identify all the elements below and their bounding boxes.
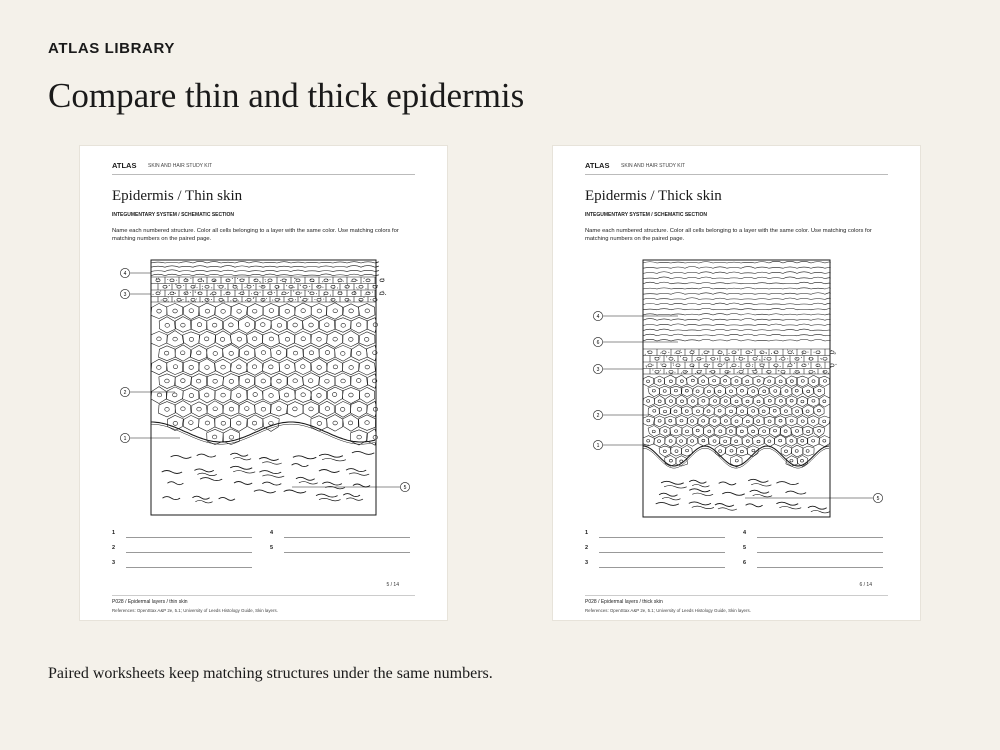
page-number: 5 / 14 [386, 582, 399, 588]
sheet-reference-code: P028 / Epidermal layers / thick skin [585, 599, 663, 605]
answer-number: 2 [112, 545, 116, 551]
callout-number: 1 [596, 443, 600, 449]
answer-number: 4 [743, 530, 747, 536]
answer-line[interactable] [599, 537, 725, 538]
answer-number: 4 [270, 530, 274, 536]
callout-marker [120, 289, 129, 298]
answer-number: 3 [585, 560, 589, 566]
answer-line[interactable] [284, 552, 410, 553]
sheet-kit-label: SKIN AND HAIR STUDY KIT [148, 163, 213, 169]
sheet-brand: ATLAS [112, 161, 137, 170]
thick-skin-diagram [553, 146, 920, 526]
answer-line[interactable] [126, 567, 252, 568]
answer-number: 2 [585, 545, 589, 551]
sheet-footer-rule [585, 595, 888, 596]
answer-number: 3 [112, 560, 116, 566]
callout-marker [593, 364, 602, 373]
callout-number: 4 [596, 314, 600, 320]
answer-number: 6 [743, 560, 747, 566]
answer-line[interactable] [757, 537, 883, 538]
sheet-brand: ATLAS [585, 161, 610, 170]
page-title: Compare thin and thick epidermis [48, 76, 525, 115]
callout-number: 2 [596, 413, 600, 419]
answer-number: 5 [270, 545, 274, 551]
callout-marker [593, 440, 602, 449]
answer-line[interactable] [284, 537, 410, 538]
sheet-subtitle: INTEGUMENTARY SYSTEM / SCHEMATIC SECTION [112, 212, 235, 218]
callout-number: 2 [123, 390, 127, 396]
sheet-subtitle: INTEGUMENTARY SYSTEM / SCHEMATIC SECTION [585, 212, 708, 218]
callout-marker [120, 387, 129, 396]
callout-number: 5 [876, 496, 880, 502]
sheet-title: Epidermis / Thick skin [585, 188, 722, 204]
answer-line[interactable] [126, 552, 252, 553]
callout-marker [593, 337, 602, 346]
callout-number: 5 [403, 485, 407, 491]
callout-number: 3 [596, 367, 600, 373]
sheet-kit-label: SKIN AND HAIR STUDY KIT [621, 163, 686, 169]
sheet-title: Epidermis / Thin skin [112, 188, 243, 204]
thin-skin-diagram [80, 146, 447, 526]
sheet-footer-rule [112, 595, 415, 596]
callout-number: 1 [123, 436, 127, 442]
sheet-references: References: OpenStax A&P 2e, 5.1; University of Leeds Histology Guide, Skin layers. [112, 608, 278, 613]
sheet-references: References: OpenStax A&P 2e, 5.1; University of Leeds Histology Guide, Skin layers. [585, 608, 751, 613]
worksheet-thin-skin [80, 146, 447, 620]
callout-number: 4 [123, 271, 127, 277]
answer-line[interactable] [599, 567, 725, 568]
answer-line[interactable] [757, 567, 883, 568]
answer-number: 1 [112, 530, 116, 536]
callout-marker [120, 268, 129, 277]
sheet-instructions: Name each numbered structure. Color all cells belonging to a layer with the same color. Use matching colors for matching numbers on the paired page. [112, 228, 399, 243]
callout-marker [120, 433, 129, 442]
callout-marker [593, 410, 602, 419]
callout-number: 3 [123, 292, 127, 298]
callout-marker [593, 311, 602, 320]
sheet-instructions: Name each numbered structure. Color all cells belonging to a layer with the same color. Use matching colors for matching numbers on the paired page. [585, 228, 872, 243]
callout-number: 6 [596, 340, 600, 346]
answer-line[interactable] [126, 537, 252, 538]
answer-line[interactable] [757, 552, 883, 553]
sheet-reference-code: P028 / Epidermal layers / thin skin [112, 599, 188, 605]
library-brand: ATLAS LIBRARY [48, 40, 175, 57]
page-caption: Paired worksheets keep matching structures under the same numbers. [48, 665, 493, 682]
answer-number: 1 [585, 530, 589, 536]
page-number: 6 / 14 [859, 582, 872, 588]
callout-marker [400, 482, 409, 491]
answer-number: 5 [743, 545, 747, 551]
worksheet-thick-skin [553, 146, 920, 620]
answer-line[interactable] [599, 552, 725, 553]
callout-marker [873, 493, 882, 502]
